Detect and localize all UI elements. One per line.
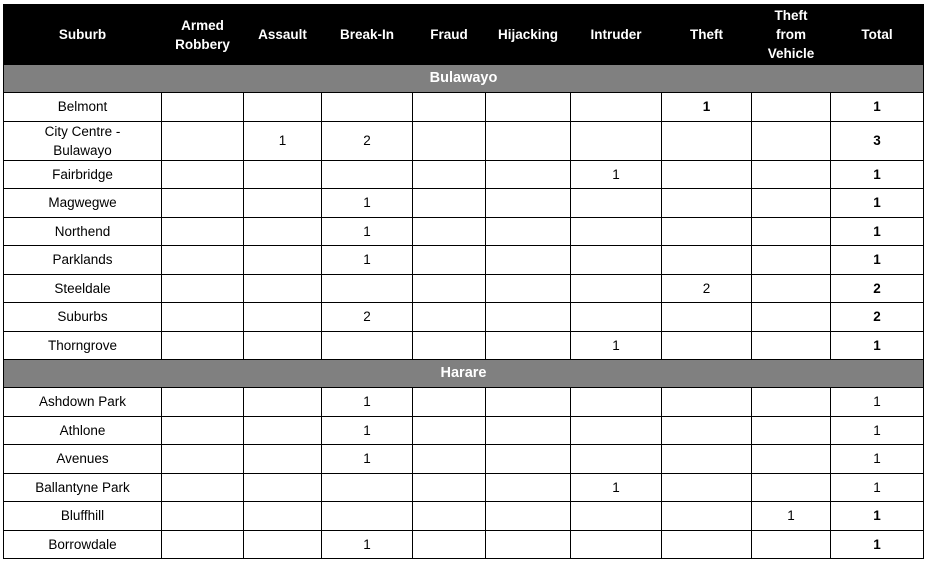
- cell-fraud: [413, 530, 486, 559]
- cell-intruder: [571, 303, 662, 332]
- column-header-total: [831, 5, 924, 65]
- cell-total: 1: [831, 473, 924, 502]
- column-header-assault: [244, 5, 322, 65]
- cell-break-in: 1: [322, 217, 413, 246]
- cell-assault: [244, 416, 322, 445]
- suburb-cell: [4, 189, 162, 218]
- cell-theft: [662, 416, 752, 445]
- cell-total: 1: [831, 93, 924, 122]
- cell-theft-from-vehicle: 1: [752, 502, 831, 531]
- cell-text-line: Magwegwe: [48, 195, 117, 211]
- table-row: [4, 331, 924, 360]
- header-row: [4, 5, 924, 65]
- table-row: [4, 388, 924, 417]
- cell-hijacking: [486, 530, 571, 559]
- cell-text-line: Suburb: [58, 27, 107, 42]
- cell-hijacking: [486, 160, 571, 189]
- cell-text-line: City Centre -: [44, 123, 121, 139]
- cell-intruder: [571, 388, 662, 417]
- column-header-theft-from-vehicle: [752, 5, 831, 65]
- cell-theft-from-vehicle: [752, 121, 831, 160]
- cell-theft: 2: [662, 274, 752, 303]
- cell-intruder: 1: [571, 331, 662, 360]
- cell-theft-from-vehicle: [752, 93, 831, 122]
- cell-theft: [662, 246, 752, 275]
- cell-text-line: Ashdown Park: [38, 394, 127, 410]
- cell-armed-robbery: [162, 530, 244, 559]
- cell-hijacking: [486, 246, 571, 275]
- cell-theft: [662, 473, 752, 502]
- cell-total: 1: [831, 502, 924, 531]
- cell-hijacking: [486, 331, 571, 360]
- cell-hijacking: [486, 502, 571, 531]
- region-row-harare: [4, 360, 924, 388]
- column-header-armed-robbery: [162, 5, 244, 65]
- cell-total: 1: [831, 189, 924, 218]
- cell-armed-robbery: [162, 502, 244, 531]
- cell-total: 1: [831, 246, 924, 275]
- cell-armed-robbery: [162, 217, 244, 246]
- cell-armed-robbery: [162, 189, 244, 218]
- cell-armed-robbery: [162, 274, 244, 303]
- cell-armed-robbery: [162, 331, 244, 360]
- cell-armed-robbery: [162, 473, 244, 502]
- cell-theft-from-vehicle: [752, 160, 831, 189]
- cell-break-in: 2: [322, 303, 413, 332]
- cell-fraud: [413, 121, 486, 160]
- suburb-cell: [4, 530, 162, 559]
- cell-assault: 1: [244, 121, 322, 160]
- cell-text-line: Suburbs: [57, 309, 108, 325]
- cell-assault: [244, 502, 322, 531]
- cell-break-in: 1: [322, 445, 413, 474]
- cell-fraud: [413, 160, 486, 189]
- suburb-cell: [4, 502, 162, 531]
- table-row: [4, 160, 924, 189]
- cell-text-line: Belmont: [57, 99, 108, 115]
- cell-intruder: [571, 121, 662, 160]
- cell-text-line: Northend: [54, 223, 111, 239]
- column-header-break-in: [322, 5, 413, 65]
- cell-text-line: Bluffhill: [60, 508, 105, 524]
- cell-text-line: Thorngrove: [47, 337, 118, 353]
- cell-hijacking: [486, 274, 571, 303]
- cell-break-in: [322, 274, 413, 303]
- cell-break-in: [322, 93, 413, 122]
- cell-theft-from-vehicle: [752, 331, 831, 360]
- cell-fraud: [413, 246, 486, 275]
- cell-text-line: Bulawayo: [53, 142, 112, 158]
- cell-fraud: [413, 93, 486, 122]
- cell-break-in: 1: [322, 189, 413, 218]
- cell-theft-from-vehicle: [752, 473, 831, 502]
- cell-armed-robbery: [162, 121, 244, 160]
- cell-assault: [244, 189, 322, 218]
- table-row: [4, 445, 924, 474]
- cell-assault: [244, 246, 322, 275]
- suburb-cell: [4, 160, 162, 189]
- cell-break-in: 2: [322, 121, 413, 160]
- cell-break-in: 1: [322, 416, 413, 445]
- cell-total: 1: [831, 416, 924, 445]
- cell-text-line: Avenues: [56, 451, 109, 467]
- cell-assault: [244, 217, 322, 246]
- suburb-cell: [4, 303, 162, 332]
- cell-text-line: Theft: [690, 27, 723, 42]
- cell-assault: [244, 388, 322, 417]
- cell-text-line: Assault: [258, 27, 307, 42]
- cell-text-line: Armed: [181, 17, 224, 33]
- table-row: [4, 416, 924, 445]
- cell-hijacking: [486, 121, 571, 160]
- cell-fraud: [413, 217, 486, 246]
- cell-intruder: [571, 416, 662, 445]
- cell-assault: [244, 93, 322, 122]
- cell-theft-from-vehicle: [752, 303, 831, 332]
- cell-text-line: Athlone: [59, 422, 106, 438]
- cell-text-line: Theft: [774, 8, 808, 23]
- cell-total: 1: [831, 160, 924, 189]
- cell-theft-from-vehicle: [752, 445, 831, 474]
- cell-total: 1: [831, 388, 924, 417]
- cell-break-in: [322, 160, 413, 189]
- cell-armed-robbery: [162, 416, 244, 445]
- cell-theft: [662, 331, 752, 360]
- region-heading: Bulawayo: [4, 65, 924, 93]
- cell-fraud: [413, 274, 486, 303]
- cell-intruder: [571, 93, 662, 122]
- cell-total: 1: [831, 217, 924, 246]
- cell-armed-robbery: [162, 445, 244, 474]
- cell-theft: [662, 530, 752, 559]
- cell-theft: 1: [662, 93, 752, 122]
- suburb-cell: [4, 388, 162, 417]
- cell-hijacking: [486, 473, 571, 502]
- cell-text-line: Ballantyne Park: [35, 479, 130, 495]
- column-header-suburb: [4, 5, 162, 65]
- column-header-hijacking: [486, 5, 571, 65]
- cell-total: 2: [831, 303, 924, 332]
- cell-hijacking: [486, 189, 571, 218]
- cell-theft: [662, 388, 752, 417]
- cell-assault: [244, 303, 322, 332]
- cell-theft-from-vehicle: [752, 217, 831, 246]
- cell-fraud: [413, 189, 486, 218]
- cell-intruder: [571, 445, 662, 474]
- cell-theft: [662, 160, 752, 189]
- cell-hijacking: [486, 217, 571, 246]
- cell-armed-robbery: [162, 93, 244, 122]
- cell-assault: [244, 274, 322, 303]
- cell-hijacking: [486, 445, 571, 474]
- cell-theft-from-vehicle: [752, 189, 831, 218]
- cell-hijacking: [486, 388, 571, 417]
- column-header-theft: [662, 5, 752, 65]
- cell-theft-from-vehicle: [752, 530, 831, 559]
- table-row: [4, 303, 924, 332]
- cell-text-line: Parklands: [52, 252, 113, 268]
- cell-theft: [662, 217, 752, 246]
- cell-armed-robbery: [162, 303, 244, 332]
- cell-text-line: Fairbridge: [52, 166, 113, 182]
- cell-text-line: Hijacking: [497, 27, 559, 42]
- cell-assault: [244, 331, 322, 360]
- region-heading: Harare: [4, 360, 924, 388]
- cell-break-in: [322, 473, 413, 502]
- table-row: [4, 473, 924, 502]
- table-row: [4, 217, 924, 246]
- table-row: [4, 502, 924, 531]
- suburb-cell: [4, 246, 162, 275]
- suburb-cell: [4, 473, 162, 502]
- cell-theft-from-vehicle: [752, 246, 831, 275]
- cell-hijacking: [486, 93, 571, 122]
- cell-armed-robbery: [162, 160, 244, 189]
- cell-text-line: Steeldale: [54, 280, 111, 296]
- cell-theft-from-vehicle: [752, 388, 831, 417]
- cell-text-line: Intruder: [590, 27, 642, 42]
- cell-break-in: [322, 502, 413, 531]
- cell-theft: [662, 121, 752, 160]
- cell-text-line: Break-In: [339, 27, 395, 42]
- cell-text-line: Borrowdale: [48, 536, 117, 552]
- suburb-cell: [4, 274, 162, 303]
- cell-fraud: [413, 388, 486, 417]
- cell-assault: [244, 473, 322, 502]
- cell-intruder: [571, 246, 662, 275]
- cell-text-line: Vehicle: [767, 46, 815, 61]
- column-header-intruder: [571, 5, 662, 65]
- cell-theft: [662, 445, 752, 474]
- cell-intruder: [571, 189, 662, 218]
- cell-armed-robbery: [162, 388, 244, 417]
- cell-total: 2: [831, 274, 924, 303]
- cell-break-in: 1: [322, 530, 413, 559]
- cell-intruder: [571, 530, 662, 559]
- crime-table-container: [3, 4, 924, 559]
- cell-fraud: [413, 416, 486, 445]
- cell-fraud: [413, 473, 486, 502]
- table-row: [4, 274, 924, 303]
- suburb-cell: [4, 217, 162, 246]
- cell-text-line: from: [776, 27, 806, 42]
- cell-fraud: [413, 502, 486, 531]
- cell-total: 1: [831, 445, 924, 474]
- cell-hijacking: [486, 303, 571, 332]
- cell-text-line: Robbery: [175, 36, 230, 52]
- cell-theft: [662, 189, 752, 218]
- suburb-cell: [4, 331, 162, 360]
- region-row-bulawayo: [4, 65, 924, 93]
- table-row: [4, 246, 924, 275]
- suburb-cell: [4, 93, 162, 122]
- table-row: [4, 530, 924, 559]
- table-row: [4, 93, 924, 122]
- cell-theft-from-vehicle: [752, 416, 831, 445]
- cell-assault: [244, 160, 322, 189]
- suburb-cell: [4, 121, 162, 160]
- cell-total: 1: [831, 331, 924, 360]
- cell-hijacking: [486, 416, 571, 445]
- cell-break-in: [322, 331, 413, 360]
- cell-text-line: Fraud: [430, 27, 468, 42]
- cell-intruder: [571, 502, 662, 531]
- cell-theft: [662, 303, 752, 332]
- suburb-cell: [4, 416, 162, 445]
- cell-intruder: 1: [571, 473, 662, 502]
- cell-theft: [662, 502, 752, 531]
- cell-fraud: [413, 331, 486, 360]
- cell-total: 1: [831, 530, 924, 559]
- table-body: [4, 65, 924, 559]
- column-header-fraud: [413, 5, 486, 65]
- cell-intruder: [571, 217, 662, 246]
- cell-fraud: [413, 445, 486, 474]
- cell-assault: [244, 445, 322, 474]
- cell-assault: [244, 530, 322, 559]
- cell-theft-from-vehicle: [752, 274, 831, 303]
- cell-armed-robbery: [162, 246, 244, 275]
- table-header: [4, 5, 924, 65]
- cell-intruder: [571, 274, 662, 303]
- cell-break-in: 1: [322, 246, 413, 275]
- cell-total: 3: [831, 121, 924, 160]
- cell-fraud: [413, 303, 486, 332]
- table-row: [4, 121, 924, 160]
- cell-break-in: 1: [322, 388, 413, 417]
- crime-by-suburb-table: [3, 4, 924, 559]
- cell-text-line: Total: [861, 27, 893, 42]
- cell-intruder: 1: [571, 160, 662, 189]
- suburb-cell: [4, 445, 162, 474]
- table-row: [4, 189, 924, 218]
